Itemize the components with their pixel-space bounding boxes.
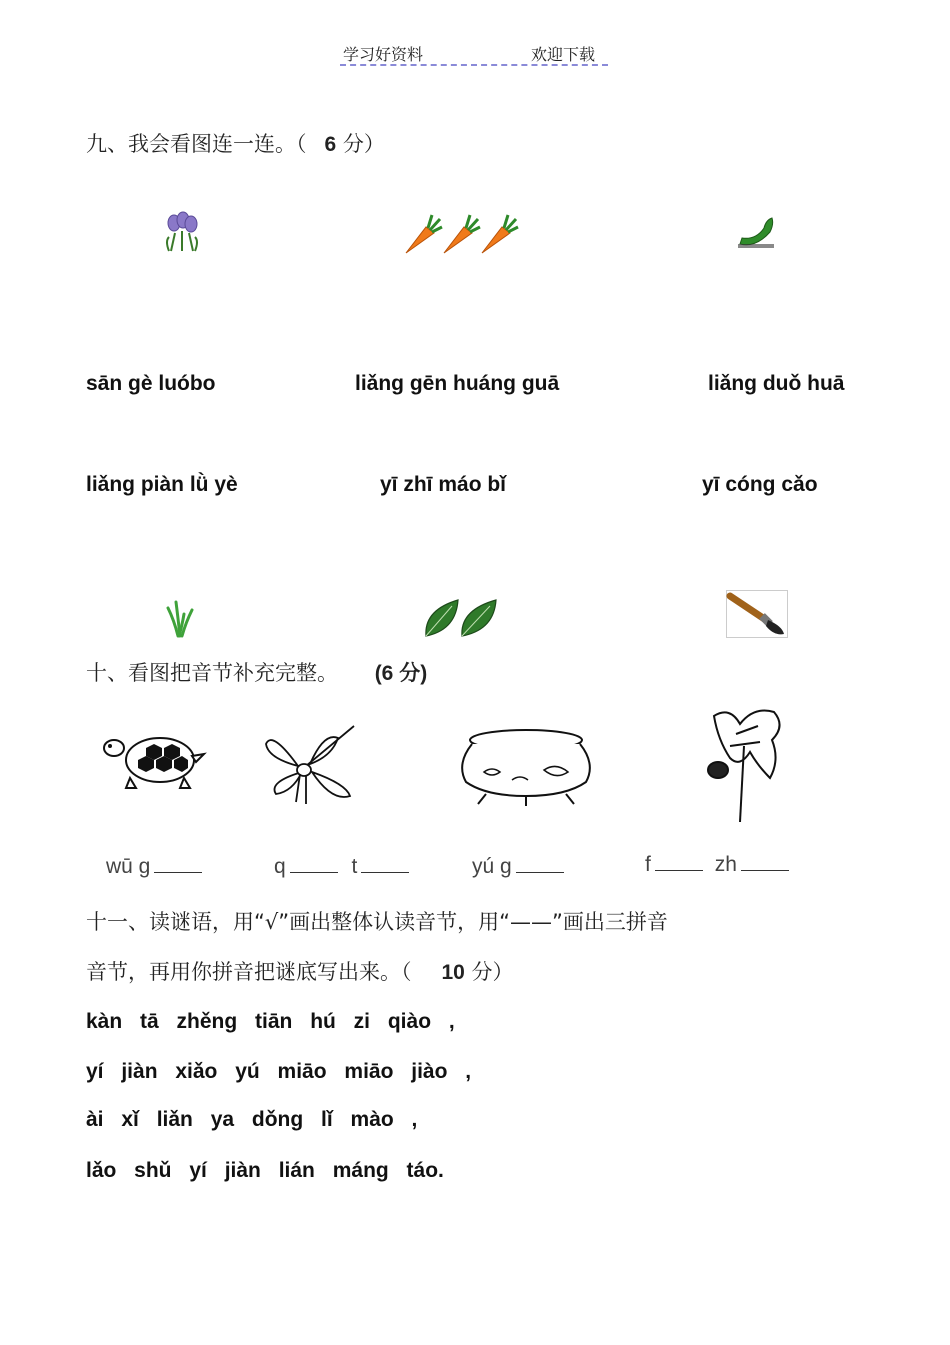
riddle-line-2: yí jiàn xiǎo yú miāo miāo jiào , <box>86 1060 472 1083</box>
brush-icon <box>726 590 788 638</box>
turtle-icon <box>100 726 210 792</box>
cucumber-icon <box>736 214 778 252</box>
pinyin-option: liǎng duǒ huā <box>708 372 845 395</box>
header-divider <box>340 64 608 66</box>
leaves-icon <box>422 596 500 638</box>
syllable-blank-1[interactable]: wū g <box>106 855 202 879</box>
pinyin-option: liǎng gēn huáng guā <box>355 372 560 395</box>
pinyin-option: yī zhī máo bǐ <box>380 473 507 496</box>
q9-title: 九、我会看图连一连。（ 6 分） <box>86 132 385 156</box>
carrots-icon <box>402 213 520 255</box>
q10-title: 十、看图把音节补充完整。 (6 分) <box>86 661 428 685</box>
pinyin-option: sān gè luóbo <box>86 372 216 395</box>
riddle-line-1: kàn tā zhěng tiān hú zi qiào , <box>86 1010 455 1033</box>
kite-icon <box>700 706 790 826</box>
flower-icon <box>163 211 201 253</box>
header-right: 欢迎下载 <box>531 45 596 64</box>
q11-title-line2: 音节，再用你拼音把谜底写出来。（ 10 分） <box>86 960 514 984</box>
header-left: 学习好资料 <box>343 45 424 64</box>
q11-title-line1: 十一、读谜语，用“√”画出整体认读音节，用“——”画出三拼音 <box>86 910 668 934</box>
riddle-line-3: ài xǐ liǎn ya dǒng lǐ mào , <box>86 1108 418 1131</box>
grass-icon <box>164 596 196 638</box>
fishbowl-icon <box>456 724 596 808</box>
pinyin-option: liǎng piàn lǜ yè <box>86 473 238 496</box>
pinyin-option: yī cóng cǎo <box>702 473 818 496</box>
syllable-blank-2[interactable]: q t <box>274 855 409 879</box>
dragonfly-icon <box>262 722 362 810</box>
syllable-blank-3[interactable]: yú g <box>472 855 564 879</box>
syllable-blank-4[interactable]: f zh <box>645 853 789 877</box>
riddle-line-4: lǎo shǔ yí jiàn lián máng táo. <box>86 1159 444 1182</box>
